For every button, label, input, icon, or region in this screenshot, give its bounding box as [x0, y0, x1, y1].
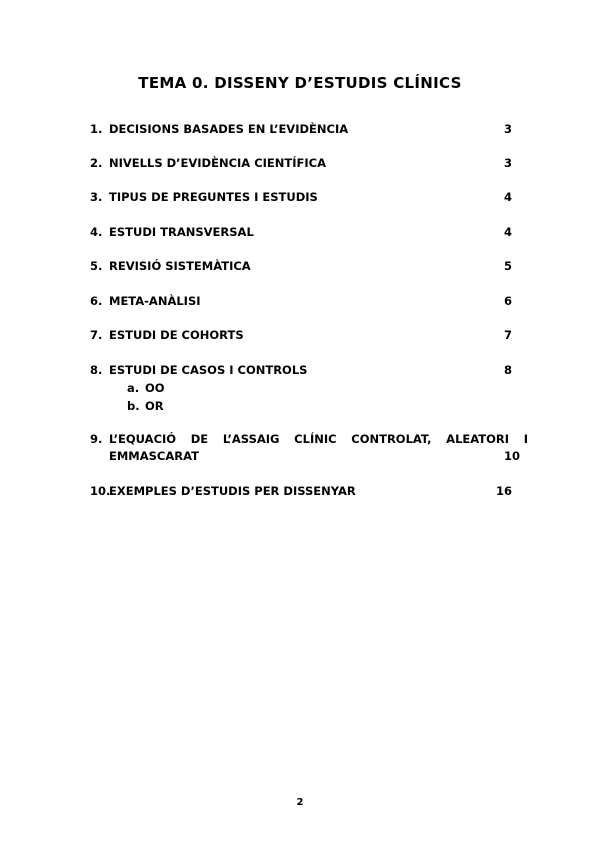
- page-title: TEMA 0. DISSENY D’ESTUDIS CLÍNICS: [138, 74, 462, 92]
- toc-entry-text: EXEMPLES D’ESTUDIS PER DISSENYAR: [109, 484, 356, 498]
- toc-subentry-8b[interactable]: [127, 397, 164, 415]
- toc-entry-2[interactable]: [90, 155, 520, 172]
- toc-entry-10[interactable]: [90, 483, 520, 500]
- toc-entry-text: DECISIONS BASADES EN L’EVIDÈNCIA: [109, 122, 349, 136]
- toc-entry-7[interactable]: [90, 327, 520, 344]
- toc-entry-number: 10.: [90, 484, 111, 498]
- toc-entry-page: 7: [503, 328, 512, 342]
- toc-entry-page: 3: [503, 122, 512, 136]
- toc-entry-page: 10: [503, 449, 520, 463]
- toc-entry-number: 7.: [90, 328, 103, 342]
- toc-subentry-text: OR: [145, 399, 164, 413]
- toc-entry-6[interactable]: [90, 293, 520, 310]
- toc-entry-number: 9.: [90, 432, 103, 446]
- toc-subentry-8a[interactable]: [127, 379, 165, 397]
- toc-entry-text: TIPUS DE PREGUNTES I ESTUDIS: [109, 190, 318, 204]
- toc-entry-number: 4.: [90, 225, 103, 239]
- toc-entry-page: 5: [503, 259, 512, 273]
- toc-entry-number: 8.: [90, 363, 103, 377]
- toc-entry-page: 16: [495, 484, 512, 498]
- toc-entry-page: 3: [503, 156, 512, 170]
- toc-subentry-letter: b.: [127, 399, 140, 413]
- toc-entry-number: 3.: [90, 190, 103, 204]
- toc-entry-9[interactable]: [90, 431, 528, 465]
- toc-entry-page: 4: [503, 225, 512, 239]
- toc-entry-page: 8: [503, 363, 512, 377]
- toc-entry-page: 6: [503, 294, 512, 308]
- page-number: 2: [296, 797, 304, 808]
- toc-entry-text: REVISIÓ SISTEMÀTICA: [109, 259, 251, 273]
- toc-entry-3[interactable]: [90, 189, 520, 206]
- toc-entry-number: 6.: [90, 294, 103, 308]
- toc-subentry-text: OO: [145, 381, 165, 395]
- toc-entry-text: META-ANÀLISI: [109, 294, 201, 308]
- toc-entry-8[interactable]: [90, 362, 520, 379]
- toc-entry-page: 4: [503, 190, 512, 204]
- toc-entry-number: 2.: [90, 156, 103, 170]
- toc-entry-1[interactable]: [90, 121, 520, 138]
- toc-entry-text: L’EQUACIÓ DE L’ASSAIG CLÍNIC CONTROLAT, ALEATORI I EMMASCARAT: [109, 432, 528, 463]
- toc-entry-4[interactable]: [90, 224, 520, 241]
- toc-entry-5[interactable]: [90, 258, 520, 275]
- toc-subentry-letter: a.: [127, 381, 140, 395]
- toc-entry-text: ESTUDI DE CASOS I CONTROLS: [109, 363, 308, 377]
- toc-entry-number: 1.: [90, 122, 103, 136]
- toc-entry-text: ESTUDI TRANSVERSAL: [109, 225, 254, 239]
- toc-entry-text: ESTUDI DE COHORTS: [109, 328, 244, 342]
- toc-entry-number: 5.: [90, 259, 103, 273]
- toc-entry-text: NIVELLS D’EVIDÈNCIA CIENTÍFICA: [109, 156, 326, 170]
